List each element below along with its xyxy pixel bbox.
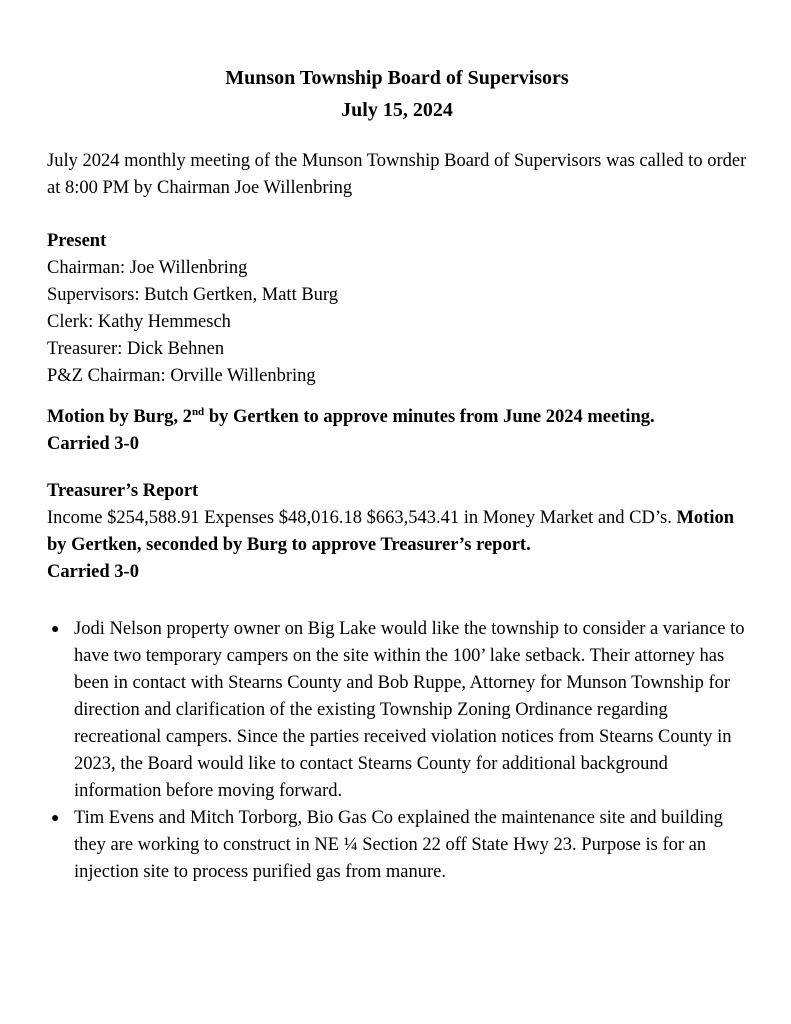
- minutes-motion-result: Carried 3-0: [47, 434, 139, 454]
- treasurer-motion: Motion by Gertken, seconded by Burg to approve Treasurer’s report.: [47, 508, 735, 555]
- treasurer-heading: Treasurer’s Report: [47, 481, 199, 501]
- bullet-icon: ●: [51, 811, 60, 826]
- present-pz-chairman: P&Z Chairman: Orville Willenbring: [47, 366, 316, 386]
- list-item-text: Jodi Nelson property owner on Big Lake would like the township to consider a variance to have two temporary campers on the site within the 100’ lake setback. Their attorney has been in contact with Stearns County and Bob Ruppe, Attorney for Munson Township for direction and clarification of the existing Township Zoning Ordinance regarding recreational campers. Since the parties received violation notices from Stearns County in 2023, the Board would like to contact Stearns County for additional background information before moving forward.: [74, 619, 745, 801]
- present-treasurer: Treasurer: Dick Behnen: [47, 339, 225, 359]
- document-title: Munson Township Board of Supervisors: [225, 67, 569, 89]
- discussion-list: [47, 616, 747, 886]
- minutes-motion-ordinal: nd: [191, 405, 205, 418]
- present-clerk: Clerk: Kathy Hemmesch: [47, 312, 231, 332]
- present-heading: Present: [47, 231, 107, 251]
- list-item: [47, 805, 747, 886]
- present-supervisors: Supervisors: Butch Gertken, Matt Burg: [47, 285, 339, 305]
- list-item: [47, 616, 747, 805]
- bullet-icon: ●: [51, 622, 60, 637]
- treasurer-section: [47, 478, 747, 586]
- present-chairman: Chairman: Joe Willenbring: [47, 258, 248, 278]
- list-item-text: Tim Evens and Mitch Torborg, Bio Gas Co explained the maintenance site and building they are working to construct in NE ¼ Section 22 off State Hwy 23. Purpose is for an injection site to process purified gas from manure.: [74, 808, 723, 882]
- minutes-motion-text-end: by Gertken to approve minutes from June 2024 meeting.: [204, 407, 655, 427]
- meeting-date: July 15, 2024: [341, 99, 453, 121]
- minutes-motion: [47, 404, 747, 458]
- document-header: [47, 62, 747, 126]
- minutes-motion-text-start: Motion by Burg, 2: [47, 407, 192, 427]
- present-section: [47, 228, 747, 390]
- intro-paragraph: July 2024 monthly meeting of the Munson Township Board of Supervisors was called to order at 8:00 PM by Chairman Joe Willenbring: [47, 151, 747, 198]
- treasurer-figures: Income $254,588.91 Expenses $48,016.18 $663,543.41 in Money Market and CD’s.: [47, 508, 677, 528]
- treasurer-motion-result: Carried 3-0: [47, 562, 139, 582]
- document-page: [47, 62, 747, 886]
